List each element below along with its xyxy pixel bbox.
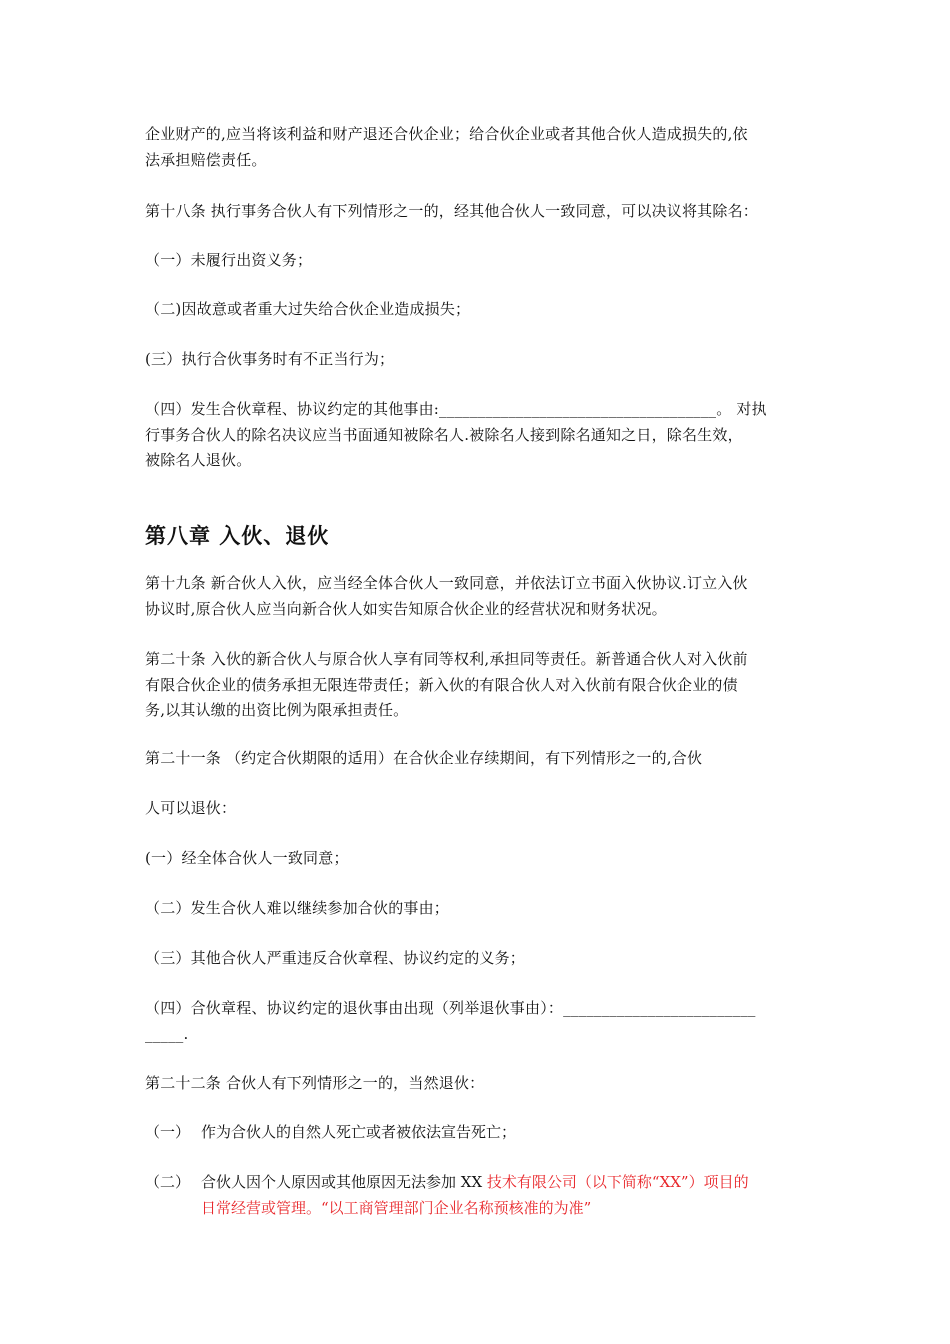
list-text: 作为合伙人的自然人死亡或者被依法宣告死亡； [201, 1123, 517, 1141]
list-marker: （一） [145, 1123, 191, 1141]
list-text: 合伙人因个人原因或其他原因无法参加 XX [201, 1173, 487, 1191]
article-21: 第二十一条 （约定合伙期限的适用）在合伙企业存续期间，有下列情形之一的,合伙 [145, 749, 703, 767]
list-item: （四）合伙章程、协议约定的退伙事由出现（列举退伙事由）：_________________________ [145, 999, 756, 1017]
list-item: （三）其他合伙人严重违反合伙章程、协议约定的义务； [145, 949, 526, 967]
list-item [145, 1120, 516, 1146]
list-item: （二）发生合伙人难以继续参加合伙的事由； [145, 899, 450, 917]
list-item: (三）执行合伙事务时有不正当行为； [145, 350, 395, 368]
article-18: 第十八条 执行事务合伙人有下列情形之一的，经其他合伙人一致同意，可以决议将其除名： [145, 202, 758, 220]
paragraph-line: 务,以其认缴的出资比例为限承担责任。 [145, 701, 409, 719]
chapter-heading: 第八章 入伙、退伙 [145, 524, 330, 548]
article-19: 第十九条 新合伙人入伙，应当经全体合伙人一致同意，并依法订立书面入伙协议.订立入伙 [145, 574, 748, 592]
paragraph-line: 有限合伙企业的债务承担无限连带责任；新入伙的有限合伙人对入伙前有限合伙企业的债 [145, 676, 738, 694]
paragraph-line: 协议时,原合伙人应当向新合伙人如实告知原合伙企业的经营状况和财务状况。 [145, 600, 667, 618]
article-22: 第二十二条 合伙人有下列情形之一的，当然退伙： [145, 1074, 485, 1092]
article-20: 第二十条 入伙的新合伙人与原合伙人享有同等权利,承担同等责任。新普通合伙人对入伙前 [145, 650, 748, 668]
paragraph-line: 企业财产的,应当将该利益和财产退还合伙企业；给合伙企业或者其他合伙人造成损失的,依 [145, 125, 748, 143]
list-item: （二)因故意或者重大过失给合伙企业造成损失； [145, 300, 471, 318]
list-item: (一）经全体合伙人一致同意； [145, 849, 349, 867]
paragraph-line: 被除名人退伙。 [145, 451, 252, 469]
list-item: （一）未履行出资义务； [145, 251, 313, 269]
paragraph-line: 法承担赔偿责任。 [145, 151, 267, 169]
highlighted-text: 技术有限公司（以下简称“XX”）项目的 [486, 1173, 749, 1191]
highlighted-text: 日常经营或管理。“以工商管理部门企业名称预核准的为准” [201, 1199, 592, 1217]
paragraph-line: 行事务合伙人的除名决议应当书面通知被除名人.被除名人接到除名通知之日，除名生效， [145, 426, 743, 444]
list-item: （四）发生合伙章程、协议约定的其他事由:____________________________________。 对执 [145, 400, 767, 418]
paragraph-line: 人可以退伙： [145, 799, 237, 817]
paragraph-line: _____. [145, 1025, 189, 1043]
list-item [145, 1170, 749, 1196]
list-marker: （二） [145, 1173, 191, 1191]
